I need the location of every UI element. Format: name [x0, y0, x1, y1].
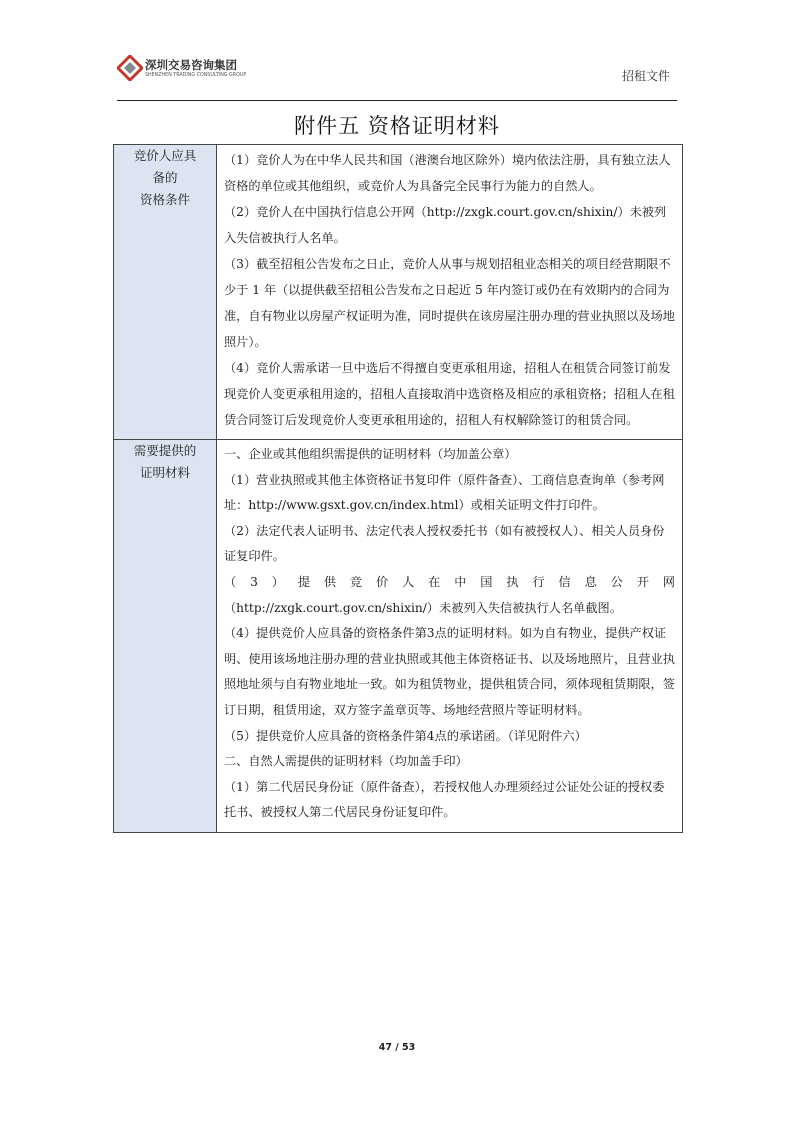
page-number: 47 / 53: [378, 1042, 416, 1053]
documents-content: [217, 440, 683, 833]
label-line: 需要提供的: [133, 443, 197, 458]
list-item: 一、企业或其他组织需提供的证明材料（均加盖公章）: [224, 447, 517, 461]
logo-name: 深圳交易咨询集团: [145, 58, 237, 72]
logo-mark-icon: [117, 55, 143, 81]
list-item: （4）提供竞价人应具备的资格条件第3点的证明材料。如为自有物业，提供产权证明、使用该场地注册办理的营业执照或其他主体资格证书、以及场地照片，且营业执照地址须与自有物业地址一致。如为租赁物业，提供租赁合同，须体现租赁期限，签订日期，租赁用途，双方签字盖章页等、场地经营照片等证明材料。: [224, 626, 675, 717]
list-item: （2）法定代表人证明书、法定代表人授权委托书（如有被授权人）、相关人员身份证复印件。: [224, 523, 665, 564]
list-item: （3）截至招租公告发布之日止，竞价人从事与规划招租业态相关的项目经营期限不少于 1 年（以提供截至招租公告发布之日起近 5 年内签订或仍在有效期内的合同为准，自有物业以房屋产权证明为准，同时提供在该房屋注册办理的营业执照以及场地照片）。: [224, 257, 675, 349]
list-item: 二、自然人需提供的证明材料（均加盖手印）: [224, 754, 468, 769]
row-label-qualifications: [114, 145, 217, 440]
table-row-documents: [114, 440, 683, 833]
label-line: 资格条件: [139, 192, 190, 207]
table-row-qualifications: [114, 145, 683, 440]
list-item: （2）竞价人在中国执行信息公开网（http://zxgk.court.gov.cn/shixin/）未被列入失信被执行人名单。: [224, 205, 667, 245]
qualifications-content: [217, 145, 683, 440]
row-label-documents: [114, 440, 217, 833]
doc-type-label: 招租文件: [621, 69, 670, 83]
label-line: 备的: [152, 170, 178, 185]
list-item: （1）营业执照或其他主体资格证书复印件（原件备查）、工商信息查询单（参考网址：http://www.gsxt.gov.cn/index.html）或相关证明文件打印件。: [224, 472, 665, 513]
requirements-table: [113, 144, 683, 833]
label-line: 竞价人应具: [133, 148, 197, 163]
list-item: （4）竞价人需承诺一旦中选后不得擅自变更承租用途，招租人在租赁合同签订前发现竞价人变更承租用途的，招租人直接取消中选资格及相应的承租资格；招租人在租赁合同签订后发现竞价人变更承租用途的，招租人有权解除签订的租赁合同。: [224, 361, 675, 427]
page-title: 附件五 资格证明材料: [294, 114, 500, 138]
list-item: （http://zxgk.court.gov.cn/shixin/）未被列入失信被执行人名单截图。: [224, 600, 622, 615]
list-item: （5）提供竞价人应具备的资格条件第4点的承诺函。（详见附件六）: [224, 728, 587, 743]
header-divider: [117, 100, 677, 101]
list-item: （3）提供竞价人在中国执行信息公开网: [224, 574, 675, 589]
label-line: 证明材料: [139, 465, 190, 480]
list-item: （1）竞价人为在中华人民共和国（港澳台地区除外）境内依法注册，具有独立法人资格的单位或其他组织，或竞价人为具备完全民事行为能力的自然人。: [224, 153, 671, 193]
list-item: （1）第二代居民身份证（原件备查），若授权他人办理须经过公证处公证的授权委托书、被授权人第二代居民身份证复印件。: [224, 779, 665, 820]
logo-subtitle: SHENZHEN TRADING CONSULTING GROUP: [145, 73, 247, 78]
